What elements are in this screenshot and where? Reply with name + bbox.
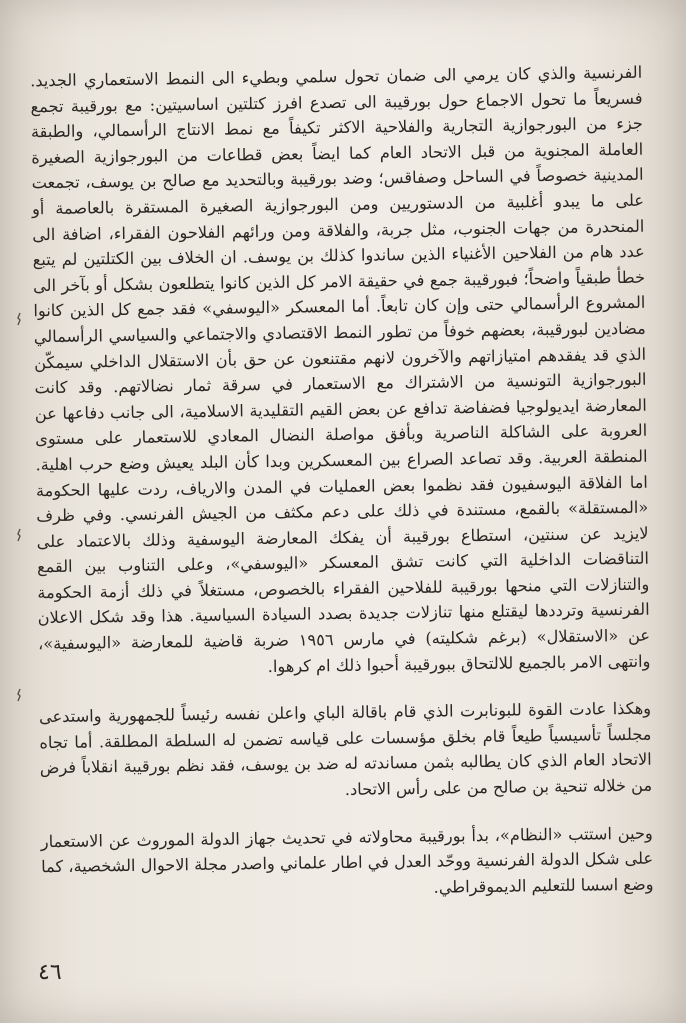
body-text bbox=[30, 60, 654, 906]
margin-mark bbox=[16, 528, 22, 542]
paragraph: الفرنسية والذي كان يرمي الى ضمان تحول سلمي وبطيء الى النمط الاستعماري الجديد. فسريعاً ما تحول الاجماع حول بورقيبة الى تصدع افرز كتلتين اساسيتين: مع بورقيبة تجمع جزء من البورجوازية التجارية والفلاحية الاكثر تكيفاً مع نمط الانتاج الرأسمالي، والطبقة العاملة المجنوية من قبل الاتحاد العام كما ايضاً بعض قطاعات من البورجوازية الصغيرة المدينية خصوصاً في الساحل وصفاقس؛ وضد بورقيبة وبالتحديد مع صالح بن يوسف، تجمعت على ما يبدو أغلبية من الدستوريين ومن البورجوازية الصغيرة المستقرة بالعاصمة أو المنحدرة من جهات الجنوب، مثل جربة، والفلاقة ومن ورائهم الفلاحون الفقراء، اضافة الى عدد هام من الفلاحين الأغنياء الذين ساندوا كذلك بن يوسف. ان الخلاف بين الكتلتين لم يتبع خطأ طبقياً واضحاً؛ فبورقيبة جمع في حقيقة الامر كل الذين كانوا يتطلعون بشكل أو بآخر الى المشروع الرأسمالي حتى وإن كان تابعاً. أما المعسكر «اليوسفي» فقد جمع كل الذين كانوا مضادين لبورقيبة، بعضهم خوفاً من تطور النمط الاقتصادي والاجتماعي والسياسي الرأسمالي الذي قد يفقدهم امتيازاتهم والآخرون لانهم مقتنعون عن حق بأن الاستقلال الداخلي سيمكّن البورجوازية التونسية من الاشتراك مع الاستعمار في سرقة ثمار نضالاتهم. وقد كانت المعارضة ايديولوجيا فضفاضة تدافع عن بعض القيم التقليدية الاسلامية، الى جانب دفاعها عن العروبة على الشاكلة الناصرية وبأفق مواصلة النضال المعادي للاستعمار على مستوى المنطقة العربية. وقد تصاعد الصراع بين المعسكرين وبدا كأن البلد يعيش وضع حرب اهلية. اما الفلاقة اليوسفيون فقد نظموا بعض العمليات في المدن والارياف، ردت عليها الحكومة «المستقلة» بالقمع، مستندة في ذلك على دعم مكثف من الجيش الفرنسي. وفي ظرف لايزيد عن سنتين، استطاع بورقيبة أن يفكك المعارضة اليوسفية وذلك بالاعتماد على التناقضات الداخلية التي كانت تشق المعسكر «اليوسفي»، وعلى التناوب بين القمع والتنازلات التي منحها بورقيبة للفلاحين الفقراء بالخصوص، مستغلاً في ذلك أزمة الحكومة الفرنسية وترددها ليقتلع منها تنازلات جديدة بصدد السيادة السياسية. هذا وقد شكل الاعلان عن «الاستقلال» (برغم شكليته) في مارس ١٩٥٦ ضربة قاضية للمعارضة «اليوسفية»، وانتهى الامر بالجميع للالتحاق ببورقيبة أحبوا ذلك ام كرهوا. bbox=[30, 62, 651, 676]
margin-mark bbox=[16, 688, 22, 702]
paragraph: وهكذا عادت القوة للبونابرت الذي قام باقالة الباي واعلن نفسه رئيساً للجمهورية واستدعى مجلساً تأسيسياً طيعاً قام بخلق مؤسسات على قياسه تضمن له السلطة المطلقة. أما تجاه الاتحاد العام الذي كان يطالبه بثمن مساندته له ضد بن يوسف، فقد نظم بورقيبة انقلاباً فرض من خلاله تنحية بن صالح من على رأس الاتحاد. bbox=[38, 698, 653, 799]
page-number: ٤٦ bbox=[38, 960, 62, 985]
paragraph: وحين استتب «النظام»، بدأ بورقيبة محاولاته في تحديث جهاز الدولة الموروث عن الاستعمار على شكل الدولة الفرنسية ووحّد العدل في اطار علماني واصدر مجلة الاحوال الشخصية، كما وضع اسسا للتعليم الديموقراطي. bbox=[40, 823, 654, 897]
margin-mark bbox=[16, 312, 22, 326]
